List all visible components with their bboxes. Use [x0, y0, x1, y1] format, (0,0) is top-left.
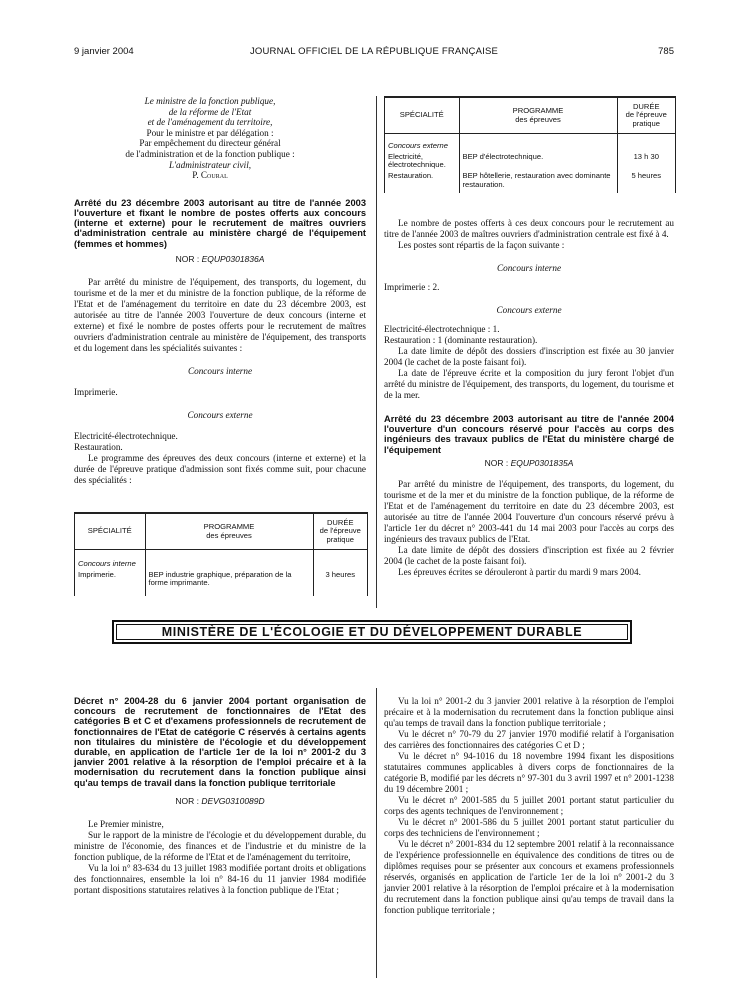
- concours-interne-heading: Concours interne: [496, 263, 562, 273]
- table-cell: [145, 550, 313, 570]
- epreuve-paragraph: La date de l'épreuve écrite et la composition du jury feront l'objet d'un arrêté du ministre de l'équipement, des transports, du logement, du tourisme et de la mer.: [384, 368, 674, 400]
- signature-block: [74, 96, 366, 181]
- nor-label: NOR :: [175, 795, 202, 806]
- page-number: 785: [658, 46, 674, 57]
- nor-label: NOR :: [175, 253, 202, 264]
- decret-title: Décret n° 2004-28 du 6 janvier 2004 portant organisation de concours de recrutement de fonctionnaires de l'Etat des catégories B et C et d'examens professionnels de recrutement de fonctionnaires de l'Etat de catégorie C réservés à certains agents non titulaires du ministère de l'écologie et du développement durable, en application de l'article 1er de la loi n° 2001-2 du 3 janvier 2001 relative à la résorption de l'emploi précaire et à la modernisation du recrutement dans la fonction publique ainsi qu'au temps de travail dans la fonction publique territoriale: [74, 696, 366, 788]
- arrete1-nor: [74, 254, 366, 265]
- decret-vu-loi: Vu la loi n° 83-634 du 13 juillet 1983 modifiée portant droits et obligations des fonctionnaires, ensemble la loi n° 84-16 du 11 janvier 1984 modifiée portant dispositions statutaires relatives à la fonction publique de l'Etat ;: [74, 862, 366, 895]
- col-header-programme: PROGRAMME des épreuves: [459, 98, 617, 134]
- table-cell-programme: BEP industrie graphique, préparation de la forme imprimante.: [145, 570, 313, 596]
- left-column-top: [74, 96, 366, 486]
- programme-table-externe: [384, 96, 676, 193]
- date-limite-paragraph: La date limite de dépôt des dossiers d'inscription est fixée au 30 janvier 2004 (le cachet de la poste faisant foi).: [384, 346, 674, 367]
- arrete2-date-limite: La date limite de dépôt des dossiers d'inscription est fixée au 2 février 2004 (le cachet de la poste faisant foi).: [384, 544, 674, 566]
- table-row: [385, 171, 675, 193]
- col-header-programme: PROGRAMME des épreuves: [145, 514, 313, 550]
- table-cell-specialite: Electricité, électrotechnique.: [385, 152, 459, 171]
- postes-imprimerie: Imprimerie : 2.: [384, 282, 440, 292]
- table-cell: [617, 134, 675, 152]
- signature-line: et de l'aménagement du territoire,: [147, 117, 273, 128]
- vu-paragraph: Vu la loi n° 2001-2 du 3 janvier 2001 relative à la résorption de l'emploi précaire et à la modernisation du recrutement dans la fonction publique ainsi qu'au temps de travail dans la fonction publique territoriale ;: [384, 696, 674, 728]
- table-cell-duree: 13 h 30: [633, 151, 659, 161]
- nor-code: DEVG0310089D: [201, 795, 265, 806]
- specialty-imprimerie: Imprimerie.: [74, 386, 118, 397]
- column-divider-bottom: [376, 688, 377, 978]
- right-column-bottom: [384, 696, 674, 916]
- arrete2-title: Arrêté du 23 décembre 2003 autorisant au titre de l'année 2004 l'ouverture d'un concours réservé pour l'accès au corps des ingénieurs des travaux publics de l'Etat du ministère chargé de l'équipement: [384, 414, 674, 455]
- col-header-specialite: SPÉCIALITÉ: [75, 514, 145, 550]
- vu-paragraph: Vu le décret n° 2001-834 du 12 septembre 2001 relatif à la reconnaissance de l'expérience professionnelle en équivalence des conditions de titres ou de diplômes requises pour se présenter aux concours et examens professionnels réservés, organisés en application de l'article 1er de la loi n° 2001-2 du 3 janvier 2001 relative à la résorption de l'emploi précaire et à la modernisation du recrutement dans la fonction publique ainsi qu'au temps de travail dans la fonction publique territoriale ;: [384, 839, 674, 915]
- arrete2-epreuves: Les épreuves écrites se dérouleront à partir du mardi 9 mars 2004.: [398, 566, 641, 577]
- signature-line: de la réforme de l'Etat: [168, 106, 252, 117]
- vu-paragraph: Vu le décret n° 70-79 du 27 janvier 1970 modifié relatif à l'organisation des carrières des fonctionnaires des catégories C et D ;: [384, 729, 674, 750]
- arrete1-title: Arrêté du 23 décembre 2003 autorisant au titre de l'année 2003 l'ouverture et fixant le nombre de postes offerts aux concours (interne et externe) pour le recrutement de maîtres ouvriers d'administration centrale au ministère chargé de l'équipement (femmes et hommes): [74, 197, 366, 249]
- column-divider-top: [376, 96, 377, 608]
- postes-electricite: Electricité-électrotechnique : 1.: [384, 324, 500, 334]
- arrete2-nor: [384, 458, 674, 469]
- programme-table-interne: [74, 512, 368, 596]
- arrete2-paragraph: Par arrêté du ministre de l'équipement, des transports, du logement, du tourisme et de la mer et du ministre de la fonction publique, de la réforme de l'Etat et de l'aménagement du territoire en date du 23 décembre 2003, est autorisée au titre de l'année 2004 l'ouverture d'un concours réservé prévu à l'article 1er du décret n° 2003-441 du 14 mai 2003 pour l'accès au corps des ingénieurs des travaux publics de l'Etat.: [384, 478, 674, 544]
- col-header-duree: DURÉE de l'épreuve pratique: [617, 98, 675, 134]
- nor-code: EQUP0301835A: [510, 457, 574, 468]
- concours-externe-heading: Concours externe: [496, 305, 562, 315]
- vu-paragraph: Vu le décret n° 2001-585 du 5 juillet 2001 portant statut particulier du corps des agents techniques de l'environnement ;: [384, 795, 674, 816]
- header-date: 9 janvier 2004: [74, 46, 134, 57]
- table-cell-duree: 3 heures: [325, 569, 356, 579]
- postes-restauration: Restauration : 1 (dominante restauration).: [384, 335, 538, 345]
- decret-rapport: Sur le rapport de la ministre de l'écologie et du développement durable, du ministre de l'économie, des finances et de l'industrie et du ministre de la fonction publique, de la réforme de l'Etat et de l'aménagement du territoire,: [74, 829, 366, 862]
- journal-title: JOURNAL OFFICIEL DE LA RÉPUBLIQUE FRANÇAISE: [249, 46, 499, 57]
- table-row: [385, 152, 675, 171]
- ministry-banner: [112, 620, 632, 644]
- page-header: [74, 46, 674, 60]
- postes-paragraph: Le nombre de postes offerts à ces deux concours pour le recrutement au titre de l'année 2003 de maîtres ouvriers d'administration centrale est fixé à 4.: [384, 218, 674, 239]
- table-section-label: Concours interne: [75, 550, 145, 570]
- specialty-restauration: Restauration.: [74, 441, 123, 452]
- right-column-top: [384, 218, 674, 578]
- concours-externe-heading: Concours externe: [187, 409, 253, 420]
- table-cell-duree: 5 heures: [631, 171, 662, 180]
- signature-line: L'administrateur civil,: [168, 159, 252, 170]
- concours-interne-heading: Concours interne: [187, 365, 253, 376]
- signature-line: Le ministre de la fonction publique,: [144, 96, 276, 106]
- left-column-bottom: [74, 696, 366, 896]
- nor-code: EQUP0301836A: [201, 253, 265, 264]
- signature-line: de l'administration et de la fonction publique :: [125, 148, 295, 159]
- table-cell-specialite: Restauration.: [385, 171, 459, 193]
- table-cell: [313, 550, 367, 570]
- vu-paragraph: Vu le décret n° 2001-586 du 5 juillet 2001 portant statut particulier du corps des techniciens de l'environnement ;: [384, 817, 674, 838]
- signature-name: P. Coural: [192, 170, 228, 181]
- arrete1-paragraph: Par arrêté du ministre de l'équipement, des transports, du logement, du tourisme et de la mer et du ministre de la fonction publique, de la réforme de l'Etat et de l'aménagement du territoire en date du 23 décembre 2003, est autorisée au titre de l'année 2003 l'ouverture de deux concours (interne et externe) et fixé le nombre de postes offerts pour le recrutement de maîtres ouvriers d'administration centrale au ministère de l'équipement, des transports et du logement dans les spécialités suivantes :: [74, 276, 366, 353]
- specialty-electricite: Electricité-électrotechnique.: [74, 430, 178, 441]
- vu-paragraph: Vu le décret n° 94-1016 du 18 novembre 1994 fixant les dispositions statutaires communes applicables à divers corps de fonctionnaires de la catégorie B, modifié par les décrets n° 97-301 du 3 avril 1997 et n° 2001-1238 du 19 décembre 2001 ;: [384, 751, 674, 794]
- table-cell-specialite: Imprimerie.: [75, 570, 145, 596]
- table-row: [75, 570, 367, 596]
- ministry-title: MINISTÈRE DE L'ÉCOLOGIE ET DU DÉVELOPPEMENT DURABLE: [161, 625, 583, 639]
- decret-nor: [74, 796, 366, 807]
- col-header-duree: DURÉE de l'épreuve pratique: [313, 514, 367, 550]
- signature-line: Pour le ministre et par délégation :: [146, 127, 274, 138]
- table-cell: [459, 134, 617, 152]
- repartition-paragraph: Les postes sont répartis de la façon suivante :: [398, 240, 565, 250]
- col-header-specialite: SPÉCIALITÉ: [385, 98, 459, 134]
- table-cell-programme: BEP hôtellerie, restauration avec dominante restauration.: [459, 171, 617, 193]
- table-section-label: Concours externe: [385, 134, 459, 152]
- nor-label: NOR :: [484, 457, 511, 468]
- signature-line: Par empêchement du directeur général: [139, 138, 281, 149]
- table-cell-programme: BEP d'électrotechnique.: [459, 152, 617, 171]
- premier-ministre: Le Premier ministre,: [88, 818, 164, 829]
- arrete1-paragraph-programme: Le programme des épreuves des deux concours (interne et externe) et la durée de l'épreuve pratique d'admission sont fixés comme suit, pour chacune des spécialités :: [74, 452, 366, 485]
